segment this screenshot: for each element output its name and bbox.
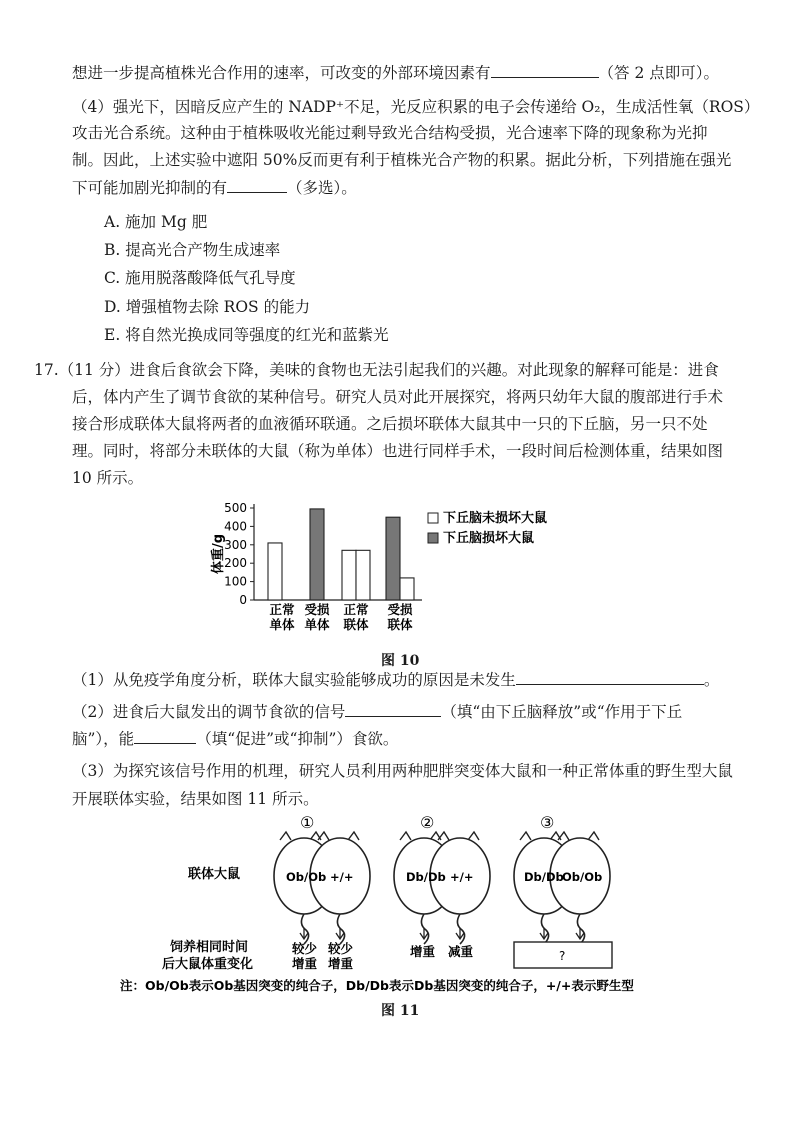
figure-11-note: 注：Ob/Ob表示Ob基因突变的纯合子，Db/Db表示Db基因突变的纯合子，+/+表示野生型 [120,978,634,993]
q17-line-5: 10 所示。 [72,469,144,487]
q17-line-2: 后，体内产生了调节食欲的某种信号。研究人员对此开展探究，将两只幼年大鼠的腹部进行手术 [72,388,724,406]
result-left-1: 较少 [292,941,318,956]
result-right: 减重 [448,944,474,959]
parabiosis-pair-2 [394,813,490,959]
q17-sub-3: （3）为探究该信号作用的机理，研究人员利用两种肥胖突变体大鼠和一种正常体重的野生型大鼠 [72,762,733,780]
option-d: D. 增强植物去除 ROS 的能力 [104,298,311,316]
result-right-1: 较少 [328,941,354,956]
legend-label: 下丘脑损坏大鼠 [443,531,535,546]
x-tick-label: 受损 [387,602,413,617]
result-left: 增重 [410,944,436,959]
bar [268,543,282,600]
pair-number: ③ [540,813,555,832]
q16-line-4: 下可能加剧光抑制的有 （多选）。 [72,176,357,199]
x-tick-label: 联体 [343,617,369,632]
bar [342,550,356,600]
y-axis-label: 体重/g [211,533,226,575]
y-tick-label: 200 [224,556,247,571]
result-left-2: 增重 [292,956,318,971]
answer-blank[interactable] [516,668,704,685]
pair-number: ② [420,813,435,832]
result-label-line-2: 后大鼠体重变化 [162,957,254,972]
option-c: C. 施用脱落酸降低气孔导度 [104,269,296,287]
y-tick-label: 500 [224,501,247,515]
answer-blank[interactable] [227,176,287,193]
x-tick-label: 单体 [269,617,295,632]
right-genotype: +/+ [450,870,474,884]
legend-label: 下丘脑未损坏大鼠 [443,511,548,526]
x-tick-label: 受损 [304,602,330,617]
figure-10-caption: 图 10 [381,653,420,669]
right-genotype: Ob/Ob [562,870,603,884]
x-tick-label: 单体 [304,617,330,632]
q16-line-2: 攻击光合系统。这种由于植株吸收光能过剩导致光合结构受损，光合速率下降的现象称为光抑 [72,124,708,142]
rat-pair-icon [514,832,610,944]
rat-pair-icon [274,832,370,944]
right-genotype: +/+ [330,870,354,884]
q16-line-0: 想进一步提高植株光合作用的速率，可改变的外部环境因素有 （答 2 点即可）。 [72,61,719,84]
parabiosis-pair-1 [274,813,370,971]
unknown-result-mark: ? [559,949,566,963]
bar [400,578,414,600]
q17-line-1: 17.（11 分）进食后食欲会下降，美味的食物也无法引起我们的兴趣。对此现象的解释可能是：进食 [34,361,719,379]
q17-sub-2-cont: 脑”），能 （填“促进”或“抑制”）食欲。 [72,727,398,750]
option-a: A. 施加 Mg 肥 [104,213,208,231]
bar [310,509,324,600]
parabiosis-pair-3 [514,813,612,968]
left-genotype: Db/Db [406,870,446,884]
rat-pair-icon [394,832,490,944]
q17-sub-1: （1）从免疫学角度分析，联体大鼠实验能够成功的原因是未发生 。 [72,668,719,691]
row-label-parabiosis: 联体大鼠 [188,867,241,882]
x-tick-label: 联体 [387,617,413,632]
answer-blank[interactable] [491,61,599,78]
option-b: B. 提高光合产物生成速率 [104,241,281,259]
bar [356,550,370,600]
result-right-2: 增重 [328,956,354,971]
result-label-line-1: 饲养相同时间 [170,940,249,955]
answer-blank[interactable] [134,727,196,744]
left-genotype: Db/Db [524,870,564,884]
y-tick-label: 400 [224,519,247,534]
x-tick-label: 正常 [269,602,295,617]
y-tick-label: 100 [224,574,247,589]
option-e: E. 将自然光换成同等强度的红光和蓝紫光 [104,326,389,344]
bar [386,517,400,600]
figure-11-diagram [100,808,720,1008]
x-tick-label: 正常 [343,602,369,617]
y-tick-label: 300 [224,537,247,552]
q17-line-3: 接合形成联体大鼠将两者的血液循环联通。之后损坏联体大鼠其中一只的下丘脑，另一只不处 [72,415,708,433]
q16-line-3: 制。因此，上述实验中遮阳 50%反而更有利于植株光合产物的积累。据此分析，下列措施在强光 [72,151,732,169]
legend-swatch [428,513,438,523]
q16-line-1: （4）强光下，因暗反应产生的 NADP⁺不足，光反应积累的电子会传递给 O₂，生成活性氧（ROS） [72,98,760,116]
figure-10-bar-chart [200,496,600,656]
y-tick-label: 0 [239,593,247,607]
q17-sub-3-cont: 开展联体实验，结果如图 11 所示。 [72,790,319,808]
figure-11-caption: 图 11 [381,1003,420,1019]
pair-number: ① [300,813,315,832]
answer-blank[interactable] [345,700,441,717]
q17-line-4: 理。同时，将部分未联体的大鼠（称为单体）也进行同样手术，一段时间后检测体重，结果如图 [72,442,724,460]
left-genotype: Ob/Ob [286,870,327,884]
q17-sub-2: （2）进食后大鼠发出的调节食欲的信号 （填“由下丘脑释放”或“作用于下丘 [72,700,682,723]
legend-swatch [428,533,438,543]
